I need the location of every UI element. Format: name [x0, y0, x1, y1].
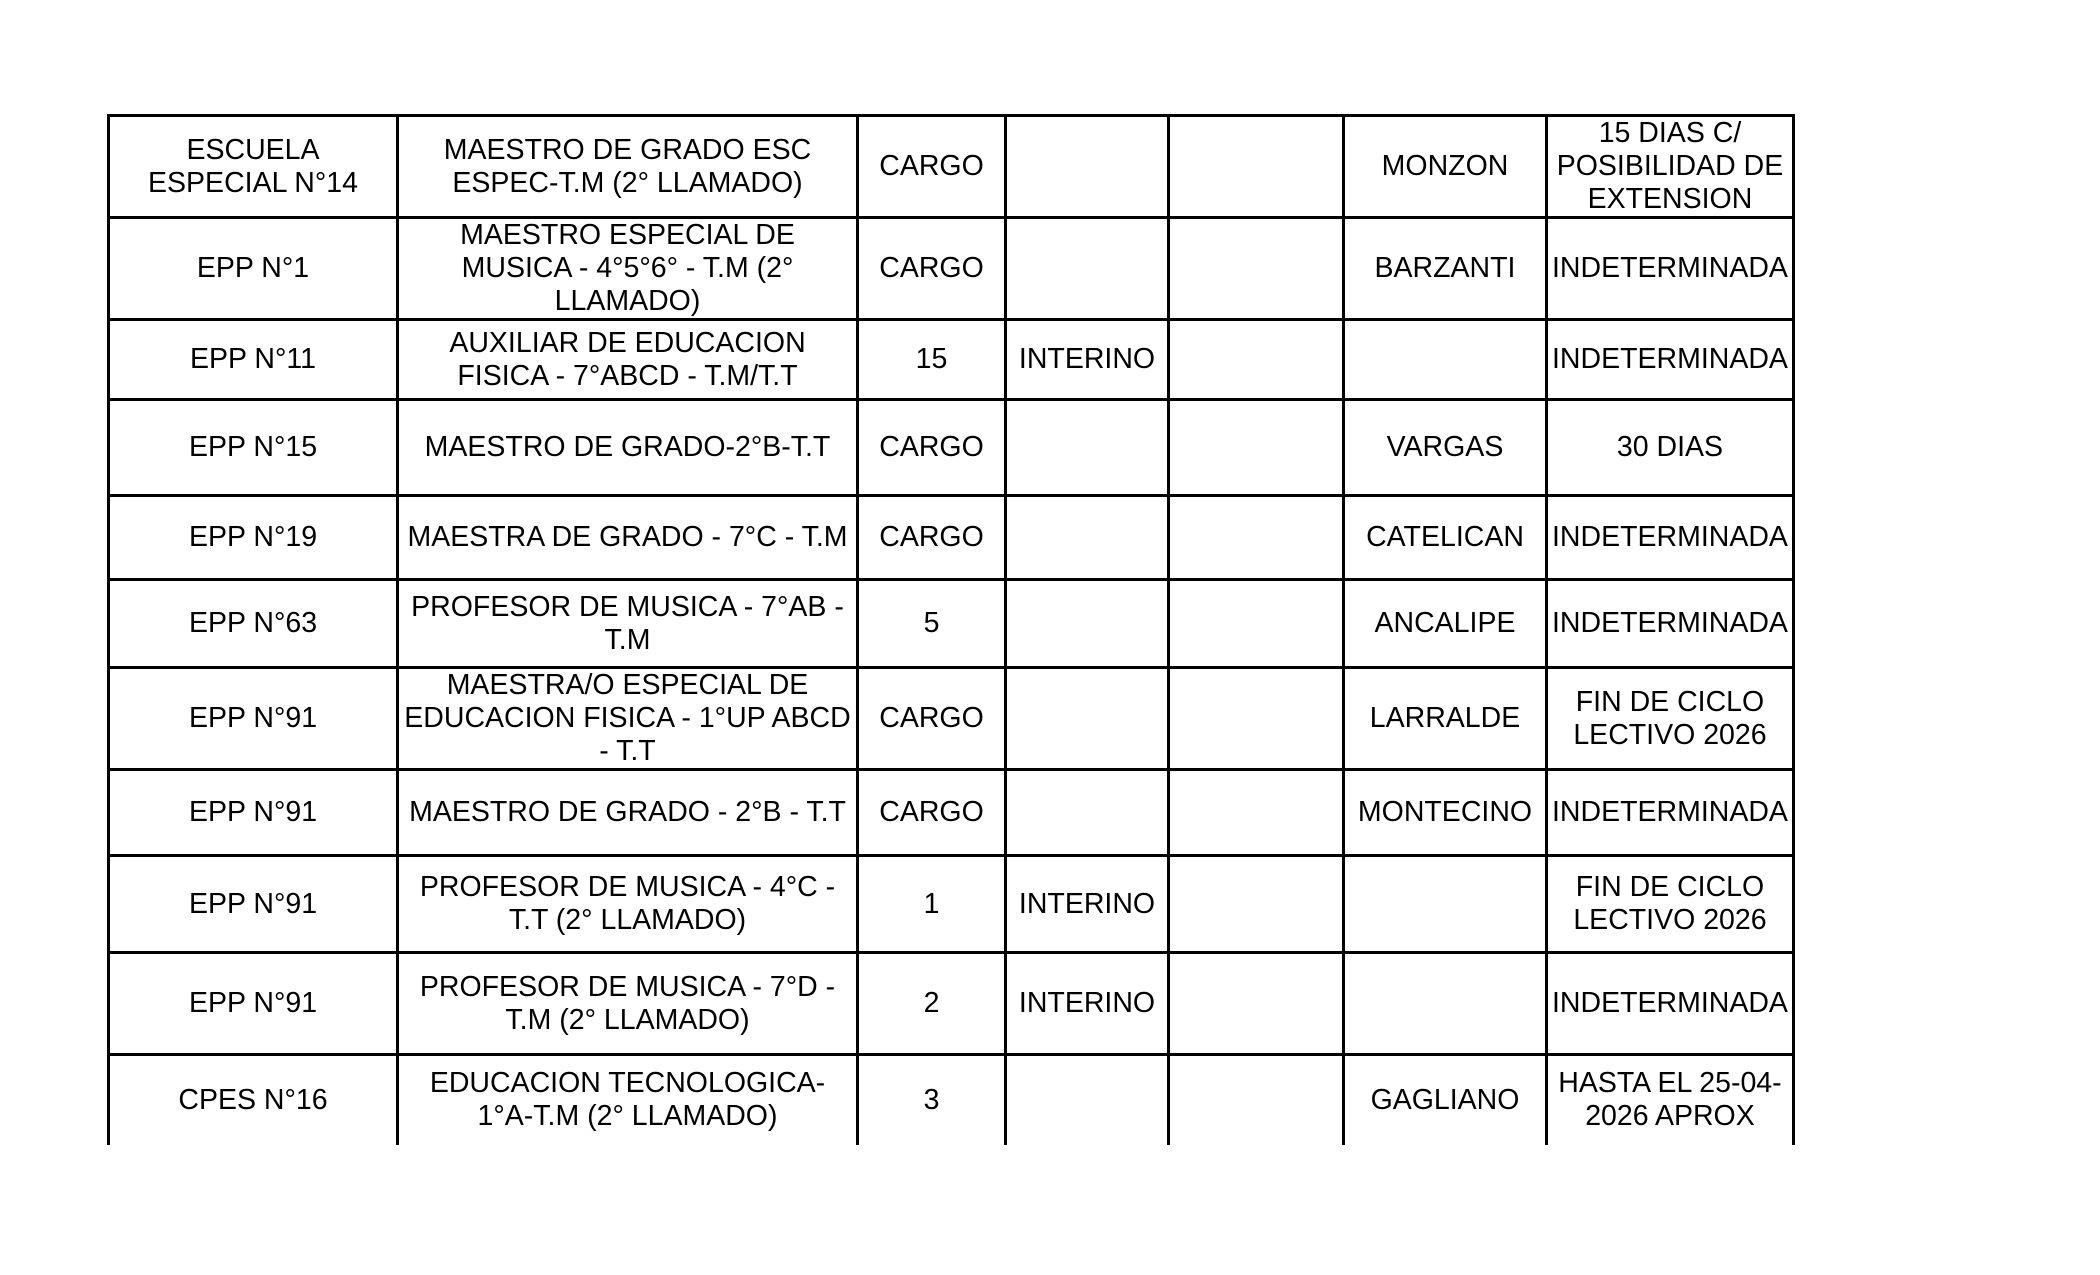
hours-cell: 2: [858, 953, 1006, 1055]
position-cell: MAESTRO DE GRADO - 2°B - T.T: [398, 770, 858, 856]
duration-cell: INDETERMINADA: [1547, 496, 1794, 580]
status-cell: [1006, 770, 1169, 856]
surname-cell: [1344, 953, 1547, 1055]
duration-cell: 15 DIAS C/ POSIBILIDAD DE EXTENSION: [1547, 116, 1794, 218]
status-cell: [1006, 218, 1169, 320]
hours-cell: 3: [858, 1055, 1006, 1145]
school-cell: EPP N°63: [109, 580, 398, 668]
surname-cell: CATELICAN: [1344, 496, 1547, 580]
hours-cell: CARGO: [858, 496, 1006, 580]
position-cell: MAESTRO DE GRADO ESC ESPEC-T.M (2° LLAMADO): [398, 116, 858, 218]
status-cell: INTERINO: [1006, 953, 1169, 1055]
table-row: [109, 116, 1794, 218]
duration-cell: INDETERMINADA: [1547, 320, 1794, 400]
table-row: [109, 580, 1794, 668]
school-cell: EPP N°11: [109, 320, 398, 400]
empty-cell: [1169, 218, 1344, 320]
school-cell: EPP N°91: [109, 953, 398, 1055]
empty-cell: [1169, 116, 1344, 218]
duration-cell: INDETERMINADA: [1547, 770, 1794, 856]
empty-cell: [1169, 770, 1344, 856]
empty-cell: [1169, 580, 1344, 668]
table-row: [109, 218, 1794, 320]
table-row: [109, 856, 1794, 953]
table-row: [109, 1055, 1794, 1145]
table-row: [109, 496, 1794, 580]
surname-cell: [1344, 320, 1547, 400]
hours-cell: 1: [858, 856, 1006, 953]
position-cell: PROFESOR DE MUSICA - 4°C - T.T (2° LLAMADO): [398, 856, 858, 953]
status-cell: [1006, 116, 1169, 218]
position-cell: MAESTRO ESPECIAL DE MUSICA - 4°5°6° - T.M (2° LLAMADO): [398, 218, 858, 320]
status-cell: INTERINO: [1006, 320, 1169, 400]
hours-cell: CARGO: [858, 116, 1006, 218]
school-cell: EPP N°91: [109, 770, 398, 856]
position-cell: MAESTRO DE GRADO-2°B-T.T: [398, 400, 858, 496]
empty-cell: [1169, 1055, 1344, 1145]
table-row: [109, 668, 1794, 770]
hours-cell: CARGO: [858, 400, 1006, 496]
surname-cell: [1344, 856, 1547, 953]
empty-cell: [1169, 856, 1344, 953]
position-cell: PROFESOR DE MUSICA - 7°D - T.M (2° LLAMADO): [398, 953, 858, 1055]
empty-cell: [1169, 400, 1344, 496]
duration-cell: FIN DE CICLO LECTIVO 2026: [1547, 668, 1794, 770]
status-cell: [1006, 580, 1169, 668]
status-cell: [1006, 496, 1169, 580]
hours-cell: CARGO: [858, 668, 1006, 770]
duration-cell: INDETERMINADA: [1547, 953, 1794, 1055]
table-row: [109, 770, 1794, 856]
vacancy-table: [107, 114, 1795, 1145]
school-cell: ESCUELA ESPECIAL N°14: [109, 116, 398, 218]
position-cell: AUXILIAR DE EDUCACION FISICA - 7°ABCD - T.M/T.T: [398, 320, 858, 400]
duration-cell: INDETERMINADA: [1547, 580, 1794, 668]
duration-cell: INDETERMINADA: [1547, 218, 1794, 320]
duration-cell: HASTA EL 25-04-2026 APROX: [1547, 1055, 1794, 1145]
hours-cell: 5: [858, 580, 1006, 668]
table-row: [109, 953, 1794, 1055]
hours-cell: CARGO: [858, 770, 1006, 856]
status-cell: [1006, 400, 1169, 496]
surname-cell: GAGLIANO: [1344, 1055, 1547, 1145]
empty-cell: [1169, 668, 1344, 770]
position-cell: MAESTRA/O ESPECIAL DE EDUCACION FISICA - 1°UP ABCD - T.T: [398, 668, 858, 770]
status-cell: [1006, 1055, 1169, 1145]
surname-cell: MONTECINO: [1344, 770, 1547, 856]
duration-cell: FIN DE CICLO LECTIVO 2026: [1547, 856, 1794, 953]
surname-cell: BARZANTI: [1344, 218, 1547, 320]
surname-cell: MONZON: [1344, 116, 1547, 218]
position-cell: EDUCACION TECNOLOGICA-1°A-T.M (2° LLAMADO): [398, 1055, 858, 1145]
duration-cell: 30 DIAS: [1547, 400, 1794, 496]
surname-cell: ANCALIPE: [1344, 580, 1547, 668]
status-cell: [1006, 668, 1169, 770]
school-cell: CPES N°16: [109, 1055, 398, 1145]
surname-cell: VARGAS: [1344, 400, 1547, 496]
empty-cell: [1169, 953, 1344, 1055]
school-cell: EPP N°91: [109, 668, 398, 770]
school-cell: EPP N°1: [109, 218, 398, 320]
empty-cell: [1169, 320, 1344, 400]
school-cell: EPP N°15: [109, 400, 398, 496]
position-cell: PROFESOR DE MUSICA - 7°AB - T.M: [398, 580, 858, 668]
school-cell: EPP N°91: [109, 856, 398, 953]
hours-cell: 15: [858, 320, 1006, 400]
position-cell: MAESTRA DE GRADO - 7°C - T.M: [398, 496, 858, 580]
hours-cell: CARGO: [858, 218, 1006, 320]
table-row: [109, 320, 1794, 400]
empty-cell: [1169, 496, 1344, 580]
surname-cell: LARRALDE: [1344, 668, 1547, 770]
status-cell: INTERINO: [1006, 856, 1169, 953]
school-cell: EPP N°19: [109, 496, 398, 580]
table-row: [109, 400, 1794, 496]
